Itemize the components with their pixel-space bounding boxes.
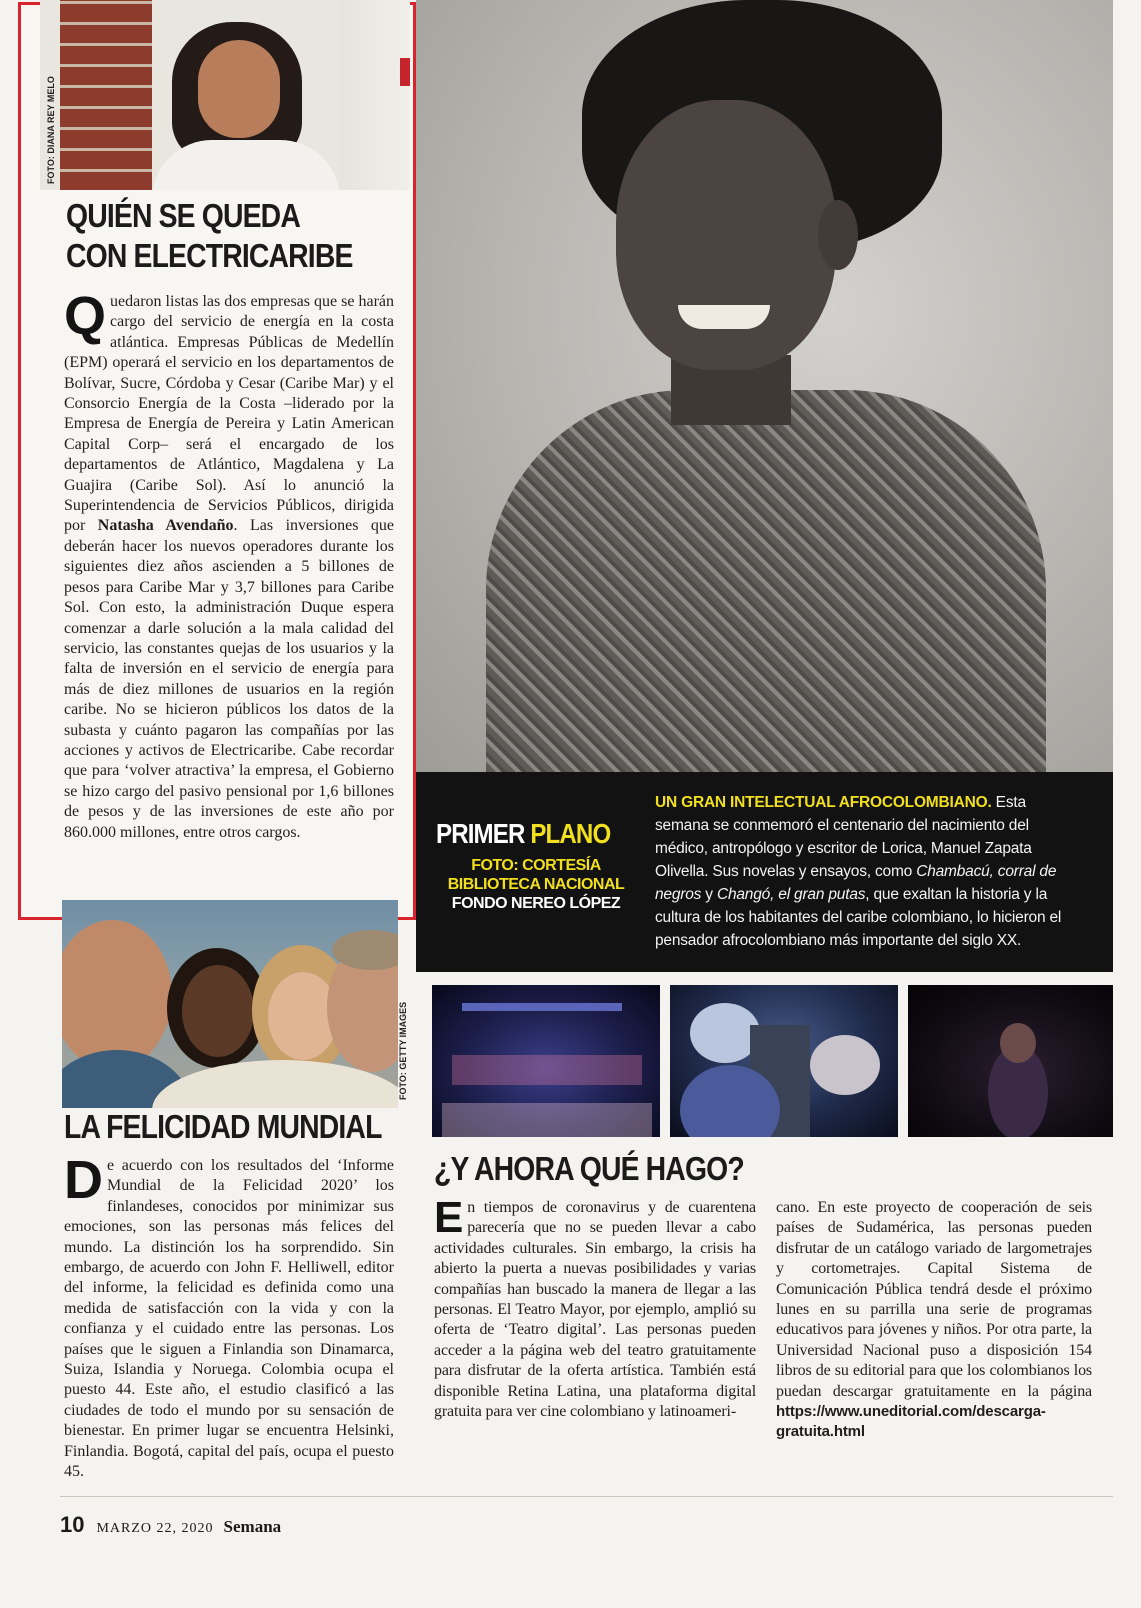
caption-part-a: Esta semana se conmemoró el centenario del nacimiento del médico, antropólogo y escritor de Lorica, Manuel Zapata Olivella. Sus novelas y ensayos, como: [655, 794, 1032, 880]
article2-body: [64, 1150, 394, 1483]
primer-plano-credit: [436, 856, 636, 913]
theatre-photo-1: [432, 985, 660, 1137]
page-number: 10: [60, 1512, 85, 1537]
article1-title-line2: CON ELECTRICARIBE: [66, 237, 353, 274]
caption-part-c: , que exaltan la historia y la cultura de los habitantes del caribe colombiano, lo hicieron el pensador afrocolombiano más importante del siglo XX.: [655, 886, 1062, 949]
article2-photo-credit: FOTO: GETTY IMAGES: [398, 1001, 408, 1100]
article3-title: ¿Y AHORA QUÉ HAGO?: [434, 1150, 744, 1187]
article3-dropcap: E: [434, 1193, 464, 1242]
article3-column2: [776, 1198, 1092, 1443]
article1-body: [64, 286, 395, 843]
article3-col1-text: n tiempos de coronavirus y de cuarentena parecería que no se pueden llevar a cabo actividades culturales. Sin embargo, la crisis ha abierto la puerta a nuevas posibilidades y varias compañías han buscado la manera de llegar a las personas. El Teatro Mayor, por ejemplo, amplió su oferta de ‘Teatro digital’. Las personas pueden acceder a la página web del teatro gratuitamente para disfrutar de la oferta artística. También está disponible Retina Latina, una plataforma digital gratuita para ver cine colombiano y latinoameri-: [434, 1199, 756, 1421]
portrait-photo: [416, 0, 1113, 772]
article3-column1: [434, 1193, 756, 1422]
article1-title: [66, 196, 358, 276]
article1-title-line1: QUIÉN SE QUEDA: [66, 197, 300, 234]
article2-photo: [62, 900, 398, 1108]
article1-body-start: uedaron listas las dos empresas que se harán cargo del servicio de energía en la costa atlántica. Empresas Públicas de Medellín (EPM) operará el servicio en los departamentos de Bolívar, Sucre, Córdoba y Cesar (Caribe Mar) y el Consorcio Energía de la Costa –liderado por la Empresa de Energía de Pereira y Latin American Capital Corp– será el encargado de los departamentos de Atlántico, Magdalena y La Guajira (Caribe Sol). Así lo anunció la Superintendencia de Servicios Públicos, dirigida por: [64, 293, 394, 535]
article2-title: LA FELICIDAD MUNDIAL: [64, 1108, 382, 1145]
primer-plano-caption: [655, 791, 1077, 952]
primer-plano-credit-line3: FONDO NEREO LÓPEZ: [451, 895, 621, 912]
caption-part-b: y: [701, 886, 717, 903]
article1-photo: [40, 0, 410, 190]
primer-plano-title-yellow: PLANO: [530, 818, 611, 849]
article1-dropcap: Q: [64, 286, 107, 346]
article2-body-text: e acuerdo con los resultados del ‘Informe Mundial de la Felicidad 2020’ los finlandeses, conocidos por minimizar sus emociones, son las personas más felices del mundo. La distinción los ha sorprendido. Sin embargo, de acuerdo con John F. Helliwell, editor del informe, la felicidad es definida como una medida de satisfacción con la vida y con la confianza y el cuidado entre las personas. Los países que le siguen a Finlandia son Dinamarca, Suiza, Islandia y Noruega. Colombia ocupa el puesto 44. Este año, el estudio clasificó a las ciudades de todo el mundo por su sensación de bienestar. En primer lugar se encuentra Helsinki, Finlandia. Bogotá, capital del país, ocupa el puesto 45.: [64, 1157, 394, 1481]
caption-book2: Changó, el gran putas: [716, 886, 866, 903]
primer-plano-credit-line2: BIBLIOTECA NACIONAL: [447, 876, 625, 893]
caption-lead: UN GRAN INTELECTUAL AFROCOLOMBIANO.: [655, 794, 992, 811]
magazine-name: Semana: [223, 1517, 282, 1536]
theatre-photo-3: [908, 985, 1113, 1137]
download-url: https://www.uneditorial.com/descarga-gratuita.html: [776, 1403, 1046, 1441]
caption-book1: Chambacú, corral de negros: [655, 863, 1057, 903]
theatre-photo-2: [670, 985, 898, 1137]
primer-plano-title: [436, 818, 610, 850]
page-footer: [60, 1512, 281, 1538]
article1-photo-credit: FOTO: DIANA REY MELO: [46, 76, 56, 184]
primer-plano-title-white: PRIMER: [436, 818, 525, 849]
article2-dropcap: D: [64, 1150, 103, 1210]
issue-date: MARZO 22, 2020: [96, 1521, 214, 1536]
article1-body-name: Natasha Avendaño: [97, 517, 234, 535]
article3-col2-text: cano. En este proyecto de cooperación de seis países de Sudamérica, las personas pueden disfrutar de un catálogo variado de largometrajes y cortometrajes. Capital Sistema de Comunicación Pública tendrá desde el próximo lunes en su parrilla una serie de programas educativos para jóvenes y niños. Por otra parte, la Universidad Nacional puso a disposición 154 libros de su editorial para que los colombianos los puedan descargar gratuitamente en la página: [776, 1199, 1092, 1400]
primer-plano-credit-line1: FOTO: CORTESÍA: [471, 857, 601, 874]
article1-body-end: . Las inversiones que deberán hacer los nuevos operadores durante los siguientes diez años ascienden a 5 billones de pesos para Caribe Mar y 3,7 billones para Caribe Sol. Con esto, la administración Duque espera comenzar a darle solución a la mala calidad del servicio, las constantes quejas de los usuarios y la falta de inversión en el servicio de energía para más de diez millones de usuarios en la región caribe. No se hicieron públicos los datos de la subasta y cuánto pagaron las compañías por las acciones y activos de Electricaribe. Cabe recordar que para ‘volver atractiva’ la empresa, el Gobierno se hizo cargo del pasivo pensional por 1,6 billones de pesos y de las inversiones de este año por 860.000 millones, entre otros cargos.: [64, 517, 395, 841]
